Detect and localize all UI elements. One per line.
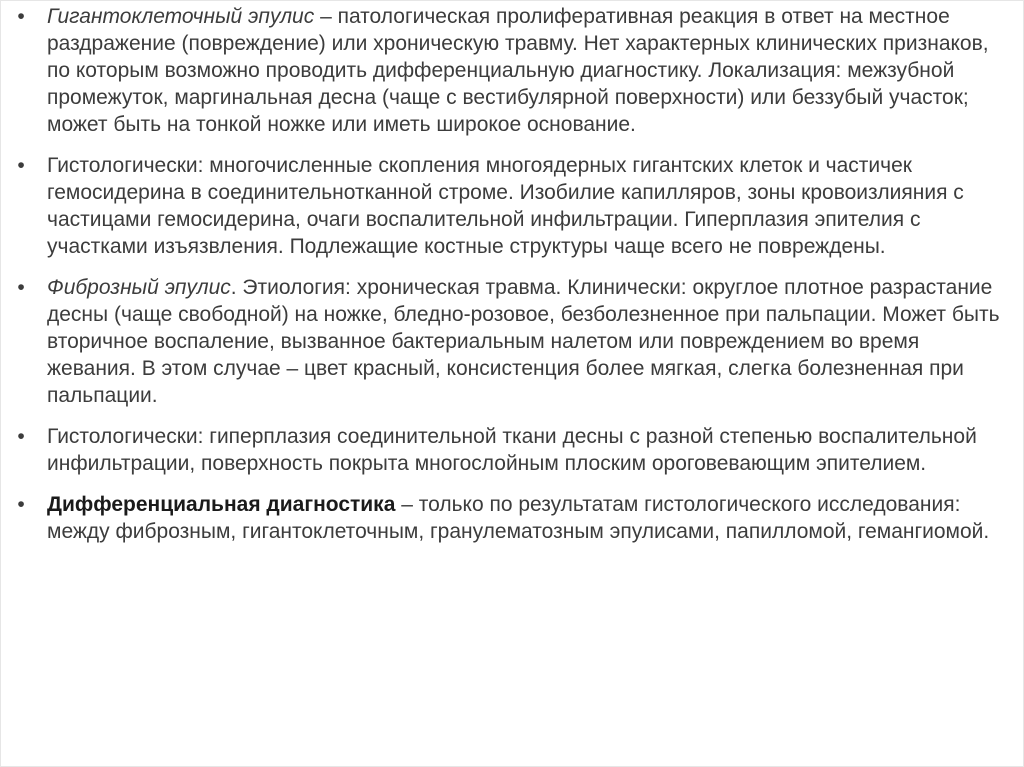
term-fibrous-epulis: Фиброзный эпулис [47, 276, 231, 299]
bullet-item-differential-diagnosis [11, 491, 1011, 545]
bullet-list [11, 3, 1011, 545]
bullet-text: – патологическая пролиферативная реакция в ответ на местное раздражение (повреждение) или хроническую травму. Нет характерных клинических признаков, по которым возможно проводить дифференциальную диагностику. Локализация: межзубной промежуток, маргинальная десна (чаще с вестибулярной поверхности) или беззубый участок; может быть на тонкой ножке или иметь широкое основание. [47, 5, 989, 136]
slide-content [11, 3, 1011, 559]
bullet-text: Гистологически: гиперплазия соединительной ткани десны с разной степенью воспалительной инфильтрации, поверхность покрыта многослойным плоским ороговевающим эпителием. [47, 425, 977, 475]
bullet-text: . Этиология: хроническая травма. Клинически: округлое плотное разрастание десны (чаще свободной) на ножке, бледно-розовое, безболезненное при пальпации. Может быть вторичное воспаление, вызванное бактериальным налетом или повреждением во время жевания. В этом случае – цвет красный, консистенция более мягкая, слегка болезненная при пальпации. [47, 276, 1000, 407]
bullet-item-histology-giant-cell [11, 152, 1011, 260]
bullet-item-fibrous-epulis [11, 274, 1011, 409]
bullet-icon: • [17, 276, 25, 299]
bullet-icon: • [17, 425, 25, 448]
bullet-text: – только по результатам гистологического исследования: между фиброзным, гигантоклеточным, гранулематозным эпулисами, папилломой, гемангиомой. [47, 493, 990, 543]
bullet-icon: • [17, 493, 25, 516]
bullet-item-giant-cell-epulis [11, 3, 1011, 138]
bullet-item-histology-fibrous [11, 423, 1011, 477]
bullet-icon: • [17, 5, 25, 28]
term-giant-cell-epulis: Гигантоклеточный эпулис [47, 5, 315, 28]
bullet-icon: • [17, 154, 25, 177]
term-differential-diagnosis: Дифференциальная диагностика [47, 493, 396, 516]
bullet-text: Гистологически: многочисленные скопления многоядерных гигантских клеток и частичек гемосидерина в соединительнотканной строме. Изобилие капилляров, зоны кровоизлияния с частицами гемосидерина, очаги воспалительной инфильтрации. Гиперплазия эпителия с участками изъязвления. Подлежащие костные структуры чаще всего не повреждены. [47, 154, 964, 258]
